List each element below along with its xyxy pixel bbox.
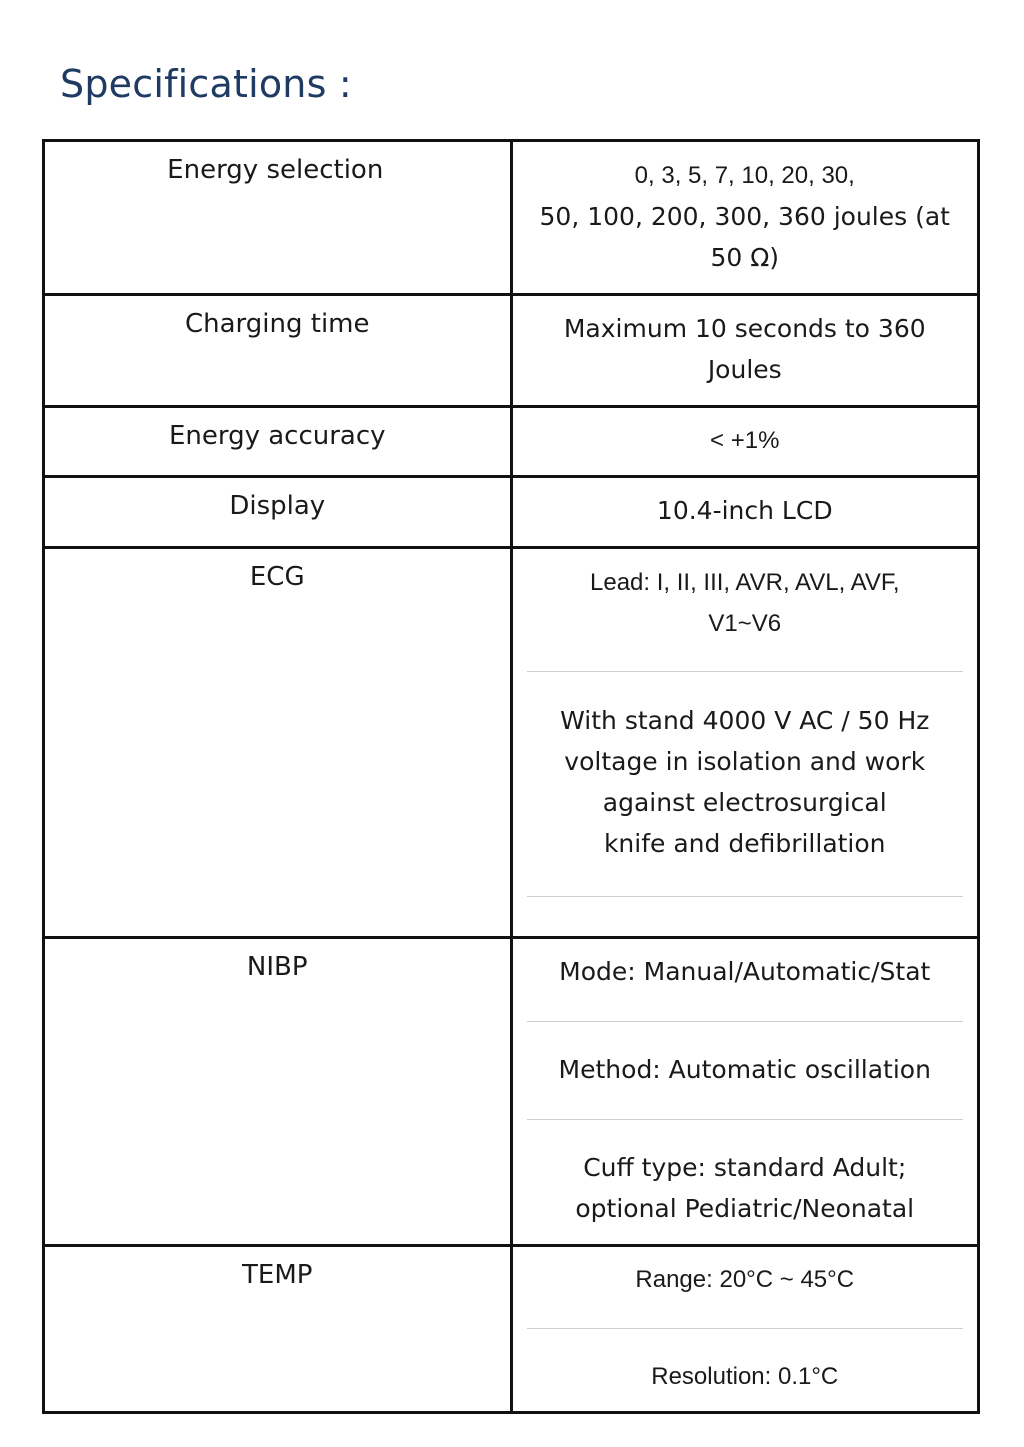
ecg-lead-line-2: V1~V6 [708, 610, 782, 637]
energy-selection-label: Energy selection [44, 141, 512, 295]
energy-selection-value [511, 141, 979, 295]
temp-resolution-section [527, 1329, 964, 1397]
charging-time-label: Charging time [44, 295, 512, 407]
nibp-cuff-section [527, 1120, 964, 1229]
nibp-value [511, 938, 979, 1246]
ecg-lead-line-1: Lead: I, II, III, AVR, AVL, AVF, [590, 569, 900, 596]
nibp-mode-text: Mode: Manual/Automatic/Stat [559, 957, 931, 986]
nibp-cuff-line-2: optional Pediatric/Neonatal [575, 1194, 915, 1223]
nibp-mode-section [527, 939, 964, 1022]
nibp-method-section [527, 1022, 964, 1120]
temp-range-text: Range: 20°C ~ 45°C [635, 1266, 855, 1293]
ecg-isolation-line-3: against electrosurgical [602, 788, 887, 817]
temp-range-section [527, 1247, 964, 1329]
energy-selection-line-1: 0, 3, 5, 7, 10, 20, 30, [634, 162, 855, 189]
charging-time-line-2: Joules [707, 355, 782, 384]
table-row-energy-accuracy [44, 407, 979, 477]
charging-time-line-1: Maximum 10 seconds to 360 [563, 314, 926, 343]
ecg-lead-section [527, 549, 964, 672]
temp-resolution-text: Resolution: 0.1°C [651, 1363, 839, 1390]
nibp-label: NIBP [44, 938, 512, 1246]
ecg-isolation-section [527, 672, 964, 897]
table-row-nibp [44, 938, 979, 1246]
table-row-ecg [44, 548, 979, 938]
display-value [511, 477, 979, 548]
energy-selection-line-3: 50 Ω) [710, 243, 780, 272]
ecg-value [511, 548, 979, 938]
ecg-isolation-line-4: knife and defibrillation [603, 829, 886, 858]
energy-accuracy-value [511, 407, 979, 477]
nibp-method-text: Method: Automatic oscillation [558, 1055, 931, 1084]
ecg-isolation-line-2: voltage in isolation and work [564, 747, 926, 776]
ecg-isolation-line-1: With stand 4000 V AC / 50 Hz [560, 706, 930, 735]
table-row-temp [44, 1246, 979, 1413]
table-row-charging-time [44, 295, 979, 407]
display-label: Display [44, 477, 512, 548]
table-row-display [44, 477, 979, 548]
energy-selection-line-2: 50, 100, 200, 300, 360 joules (at [539, 202, 950, 231]
energy-accuracy-label: Energy accuracy [44, 407, 512, 477]
specifications-table [42, 139, 980, 1414]
nibp-cuff-line-1: Cuff type: standard Adult; [583, 1153, 907, 1182]
temp-label: TEMP [44, 1246, 512, 1413]
ecg-label: ECG [44, 548, 512, 938]
page-title: Specifications : [60, 62, 352, 106]
energy-accuracy-text: < +1% [710, 427, 780, 454]
table-row-energy-selection [44, 141, 979, 295]
display-text: 10.4-inch LCD [656, 496, 833, 525]
temp-value [511, 1246, 979, 1413]
charging-time-value [511, 295, 979, 407]
